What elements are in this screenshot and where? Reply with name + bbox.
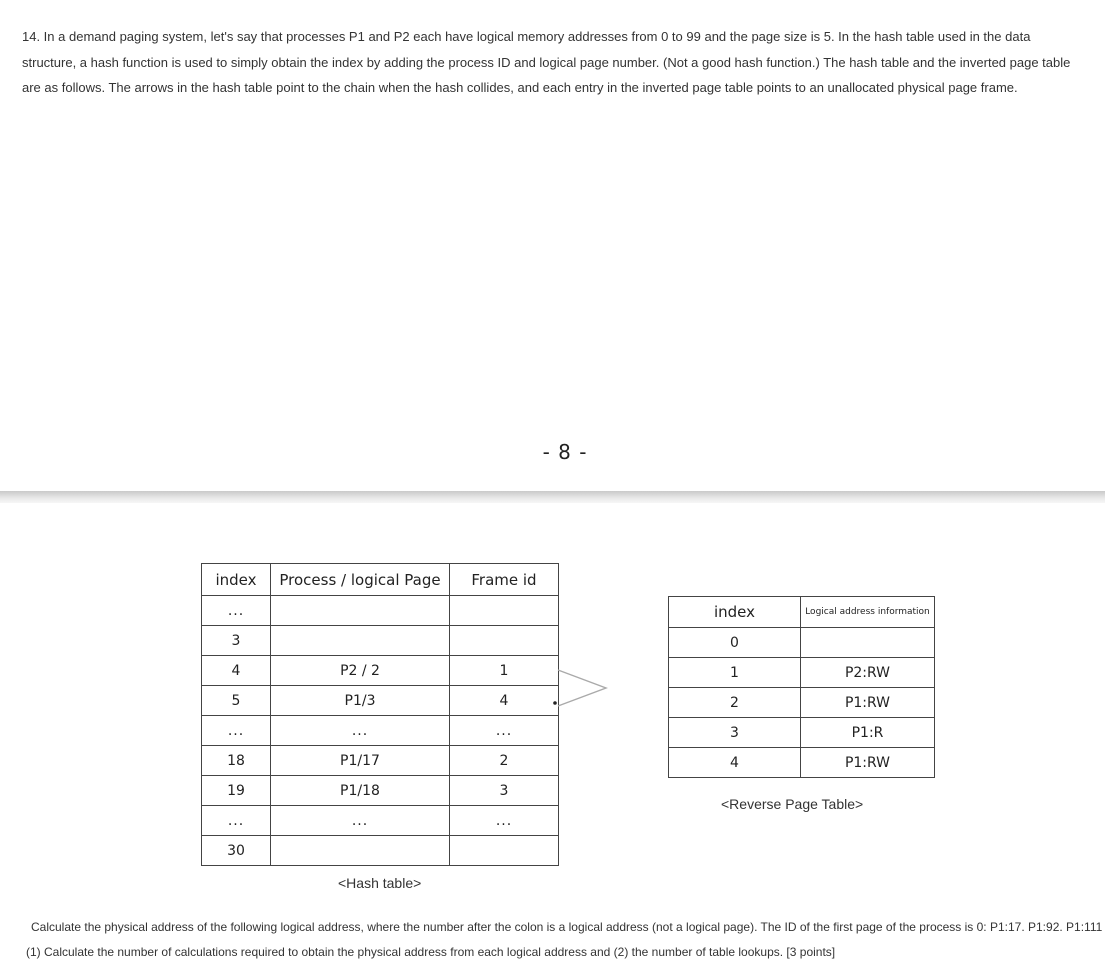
hash-cell-index: ... bbox=[202, 596, 271, 626]
reverse-table-caption: <Reverse Page Table> bbox=[721, 796, 864, 812]
hash-cell-index: 30 bbox=[202, 836, 271, 866]
reverse-cell-index: 2 bbox=[669, 688, 801, 718]
hash-table-row bbox=[202, 656, 559, 686]
hash-table-row bbox=[202, 716, 559, 746]
hash-table-row bbox=[202, 746, 559, 776]
reverse-cell-index: 4 bbox=[669, 748, 801, 778]
reverse-table-header-row bbox=[669, 597, 935, 628]
reverse-cell-info bbox=[801, 628, 935, 658]
hash-header-process-page: Process / logical Page bbox=[271, 564, 450, 596]
hash-cell-process-page bbox=[271, 626, 450, 656]
hash-cell-frame-id bbox=[450, 596, 559, 626]
hash-header-frame-id: Frame id bbox=[450, 564, 559, 596]
question-line-1: Calculate the physical address of the following logical address, where the number after the colon is a logical address (not a logical page). The ID of the first page of the process is 0: P1:17. P1:92. P1:111 bbox=[31, 920, 1103, 934]
reverse-table-row bbox=[669, 718, 935, 748]
reverse-cell-info: P1:RW bbox=[801, 688, 935, 718]
hash-cell-frame-id: ... bbox=[450, 806, 559, 836]
hash-cell-index: ... bbox=[202, 806, 271, 836]
hash-cell-process-page: P1/18 bbox=[271, 776, 450, 806]
hash-cell-process-page bbox=[271, 836, 450, 866]
reverse-cell-index: 0 bbox=[669, 628, 801, 658]
reverse-cell-info: P2:RW bbox=[801, 658, 935, 688]
reverse-table-row bbox=[669, 748, 935, 778]
problem-statement: 14. In a demand paging system, let's say that processes P1 and P2 each have logical memory addresses from 0 to 99 and the page size is 5. In the hash table used in the data structure, a hash function is used to simply obtain the index by adding the process ID and logical page number. (Not a good hash function.) The hash table and the inverted page table are as follows. The arrows in the hash table point to the chain when the hash collides, and each entry in the inverted page table points to an unallocated physical page frame. bbox=[22, 29, 1071, 95]
hash-cell-index: 18 bbox=[202, 746, 271, 776]
hash-cell-index: 3 bbox=[202, 626, 271, 656]
hash-cell-index: 4 bbox=[202, 656, 271, 686]
hash-cell-frame-id: 4 bbox=[450, 686, 559, 716]
hash-cell-frame-id bbox=[450, 836, 559, 866]
reverse-page-table bbox=[668, 596, 935, 778]
hash-table-row bbox=[202, 596, 559, 626]
reverse-table-row bbox=[669, 688, 935, 718]
hash-cell-frame-id: ... bbox=[450, 716, 559, 746]
hash-cell-process-page: P1/3 bbox=[271, 686, 450, 716]
hash-table-header-row bbox=[202, 564, 559, 596]
reverse-cell-info: P1:RW bbox=[801, 748, 935, 778]
hash-cell-process-page: P2 / 2 bbox=[271, 656, 450, 686]
hash-cell-index: 19 bbox=[202, 776, 271, 806]
hash-cell-process-page: ... bbox=[271, 806, 450, 836]
hash-table-row bbox=[202, 776, 559, 806]
hash-table-row bbox=[202, 806, 559, 836]
hash-cell-process-page: P1/17 bbox=[271, 746, 450, 776]
page-number: - 8 - bbox=[542, 440, 588, 464]
hash-cell-process-page: ... bbox=[271, 716, 450, 746]
hash-cell-frame-id bbox=[450, 626, 559, 656]
question-line-2: (1) Calculate the number of calculations required to obtain the physical address from each logical address and (2) the number of table lookups. [3 points] bbox=[26, 945, 836, 959]
hash-table-row bbox=[202, 686, 559, 716]
hash-table-row bbox=[202, 836, 559, 866]
reverse-table-row bbox=[669, 658, 935, 688]
hash-cell-frame-id: 3 bbox=[450, 776, 559, 806]
hash-cell-frame-id: 2 bbox=[450, 746, 559, 776]
hash-cell-frame-id: 1 bbox=[450, 656, 559, 686]
reverse-cell-index: 1 bbox=[669, 658, 801, 688]
hash-table-caption: <Hash table> bbox=[338, 875, 422, 891]
hash-cell-process-page bbox=[271, 596, 450, 626]
reverse-table-row bbox=[669, 628, 935, 658]
hash-table bbox=[201, 563, 559, 866]
hash-header-index: index bbox=[202, 564, 271, 596]
collision-chain-arrow-icon bbox=[552, 668, 612, 712]
hash-cell-index: 5 bbox=[202, 686, 271, 716]
page-break-divider bbox=[0, 491, 1105, 503]
hash-cell-index: ... bbox=[202, 716, 271, 746]
hash-table-row bbox=[202, 626, 559, 656]
reverse-cell-info: P1:R bbox=[801, 718, 935, 748]
reverse-header-logical-info: Logical address information bbox=[801, 597, 935, 628]
reverse-header-index: index bbox=[669, 597, 801, 628]
reverse-cell-index: 3 bbox=[669, 718, 801, 748]
